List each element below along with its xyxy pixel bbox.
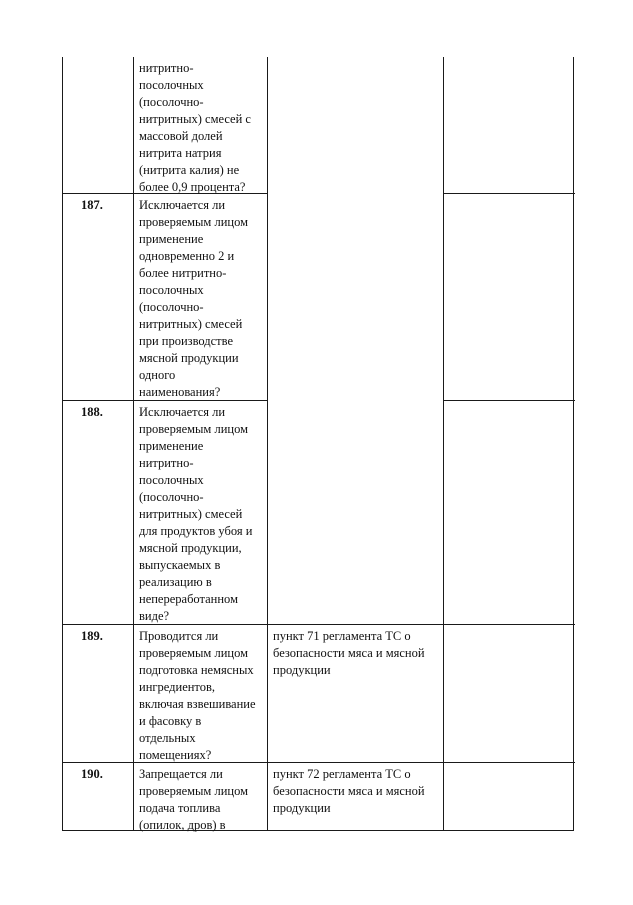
row-number: 190. [81,767,103,781]
row-number: 188. [81,405,103,419]
column-divider-2 [267,57,268,831]
row-number: 189. [81,629,103,643]
question-text: нитритно- посолочных (посолочно- нитритных) смесей с массовой долей нитрита натрия (нитрита калия) не более 0,9 процента? [139,61,251,194]
row-divider-188-right [443,400,575,401]
question-text: Исключается ли проверяемым лицом применение нитритно- посолочных (посолочно- нитритных) смесей для продуктов убоя и мясной продукции, выпускаемых в реализацию в непереработанном виде? [139,405,253,623]
column-divider-3 [443,57,444,831]
column-divider-1 [133,57,134,831]
row-number: 187. [81,198,103,212]
question-text: Проводится ли проверяемым лицом подготовка немясных ингредиентов, включая взвешивание и фасовку в отдельных помещениях? [139,629,256,762]
legal-reference: пункт 72 регламента ТС о безопасности мяса и мясной продукции [273,767,425,815]
question-text: Запрещается ли проверяемым лицом подача топлива (опилок, дров) в [139,767,248,832]
question-text: Исключается ли проверяемым лицом применение одновременно 2 и более нитритно- посолочных (посолочно- нитритных) смесей при производстве мясной продукции одного наименования? [139,198,248,399]
checklist-table [62,57,574,831]
legal-reference: пункт 71 регламента ТС о безопасности мяса и мясной продукции [273,629,425,677]
row-divider-187-right [443,193,575,194]
